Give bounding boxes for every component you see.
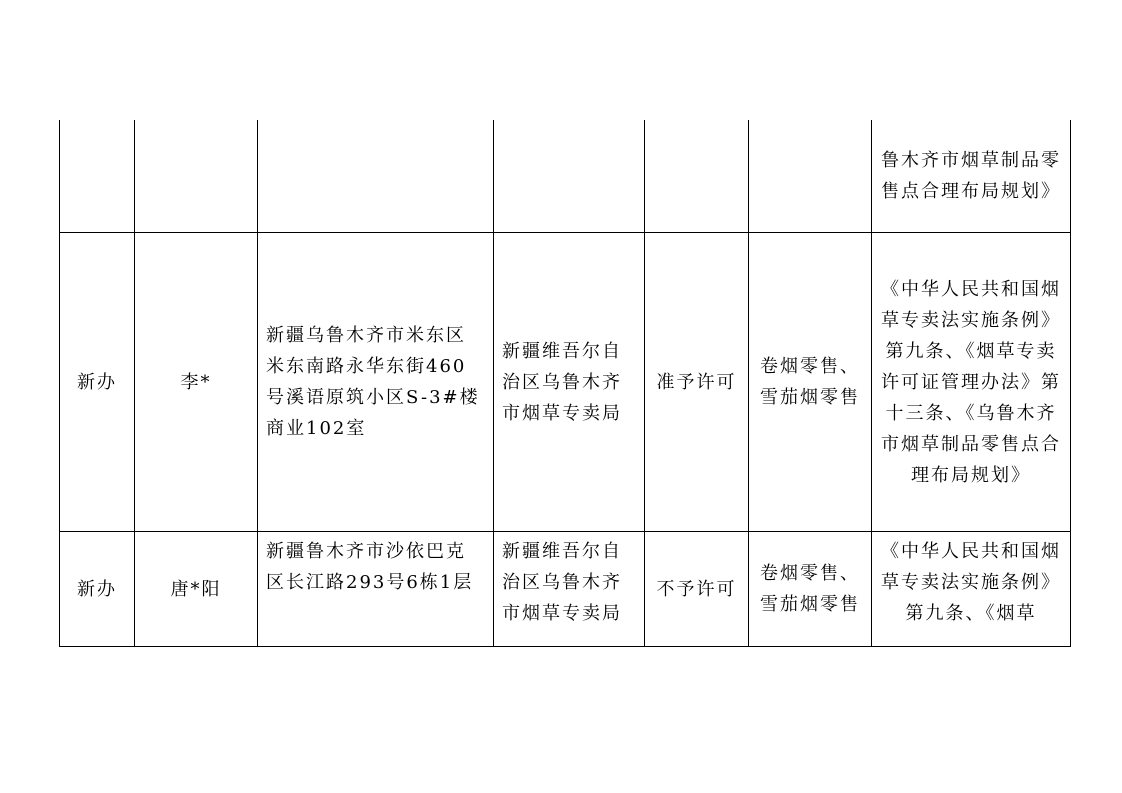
cell-authority: 新疆维吾尔自治区乌鲁木齐市烟草专卖局	[494, 233, 645, 532]
table-row	[60, 233, 1071, 532]
cell-authority	[494, 120, 645, 233]
cell-name: 李*	[135, 233, 258, 532]
cell-decision: 不予许可	[645, 532, 749, 647]
cell-type: 新办	[60, 233, 135, 532]
table-row	[60, 532, 1071, 647]
cell-scope	[749, 120, 872, 233]
permit-table	[59, 120, 1071, 647]
cell-decision: 准予许可	[645, 233, 749, 532]
cell-basis: 《中华人民共和国烟草专卖法实施条例》第九条、《烟草专卖许可证管理办法》第十三条、《乌鲁木齐市烟草制品零售点合理布局规划》	[872, 233, 1071, 532]
cell-type: 新办	[60, 532, 135, 647]
cell-address: 新疆乌鲁木齐市米东区米东南路永华东街460号溪语原筑小区S-3#楼商业102室	[258, 233, 494, 532]
cell-address: 新疆鲁木齐市沙依巴克区长江路293号6栋1层	[258, 532, 494, 647]
cell-authority: 新疆维吾尔自治区乌鲁木齐市烟草专卖局	[494, 532, 645, 647]
cell-scope: 卷烟零售、雪茄烟零售	[749, 532, 872, 647]
cell-name	[135, 120, 258, 233]
cell-name: 唐*阳	[135, 532, 258, 647]
cell-type	[60, 120, 135, 233]
cell-address	[258, 120, 494, 233]
cell-scope: 卷烟零售、雪茄烟零售	[749, 233, 872, 532]
cell-basis: 《中华人民共和国烟草专卖法实施条例》第九条、《烟草	[872, 532, 1071, 647]
cell-decision	[645, 120, 749, 233]
cell-basis: 鲁木齐市烟草制品零售点合理布局规划》	[872, 120, 1071, 233]
table-row	[60, 120, 1071, 233]
